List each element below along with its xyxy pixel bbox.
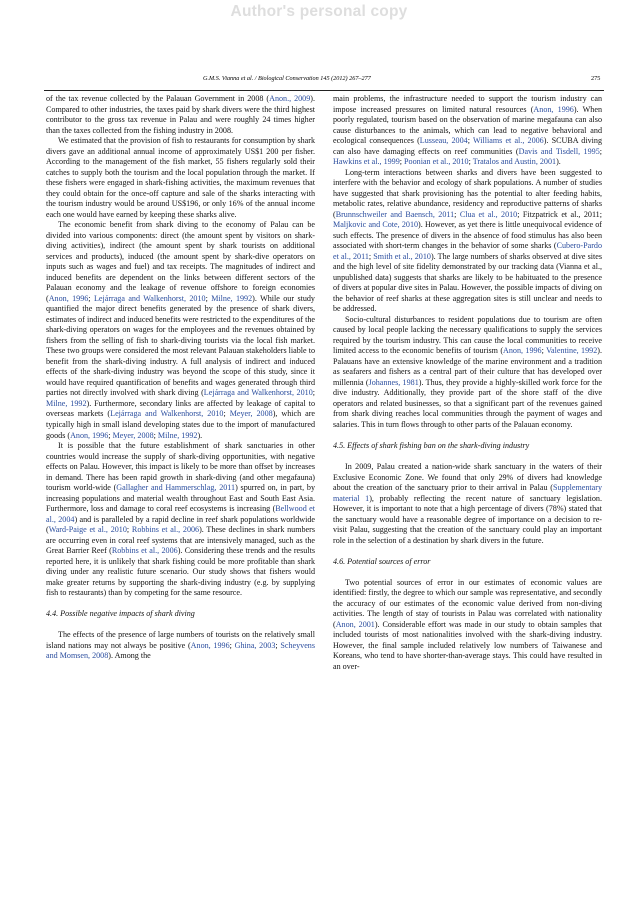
body-text: ;: [275, 640, 281, 650]
body-text: ) and is paralleled by a rapid decline in reef shark populations worldwide (: [46, 514, 315, 535]
citation-link[interactable]: Cubero-Pardo et al., 2011: [333, 241, 602, 261]
citation-link[interactable]: Milne, 1992: [46, 398, 87, 408]
body-text: ). These declines in shark numbers are occurring even in coral reef systems that are intensively managed, such as the Great Barrier Reef (: [46, 525, 315, 556]
body-text: ). Among the: [108, 651, 151, 661]
body-text: ).: [556, 157, 561, 167]
body-text: Socio-cultural disturbances to resident populations due to tourism are often caused by local people lacking the necessary qualifications to supply the services required by the tourism industry. This can cause the local communities to receive limited access to the economic benefits of tourism (: [333, 314, 602, 356]
body-text: ) spurred on, in part, by increasing populations and material wealth throughout East and South East Asia. Furthermore, loss and damage to coral reef ecosystems is increasing (: [46, 483, 315, 514]
paragraph: [46, 220, 315, 441]
paragraph: [46, 630, 315, 662]
header-rule: [44, 90, 604, 91]
body-text: ). SCUBA diving can also have damaging effects on reef communities (: [333, 136, 602, 156]
watermark: Author's personal copy: [230, 3, 408, 20]
citation-link[interactable]: Scheyvens and Momsen, 2008: [46, 640, 315, 661]
citation-link[interactable]: Johannes, 1981: [368, 377, 419, 387]
citation-link[interactable]: Anon, 1996: [70, 430, 109, 440]
citation-link[interactable]: Lejárraga and Walkenhorst, 2010: [203, 388, 313, 398]
left-column: [46, 94, 315, 662]
paragraph: [333, 578, 602, 673]
body-text: ). Furthermore, secondary links are affected by leakage of capital to overseas markets (: [46, 398, 315, 419]
paragraph: [333, 94, 602, 168]
citation-link[interactable]: Brunnschweiler and Baensch, 2011: [335, 209, 455, 219]
paragraph: [46, 136, 315, 220]
body-text: ;: [399, 157, 405, 167]
citation-link[interactable]: Supplementary material 1: [333, 483, 602, 503]
citation-link[interactable]: Bellwood et al., 2004: [46, 504, 315, 524]
section-heading: 4.4. Possible negative impacts of shark diving: [46, 609, 195, 619]
body-text: ;: [126, 525, 132, 535]
citation-link[interactable]: Lejárraga and Walkenhorst, 2010: [93, 293, 206, 303]
body-text: ; Fitzpatrick et al., 2011;: [517, 209, 602, 219]
citation-link[interactable]: Gallagher and Hammerschlag, 2011: [116, 483, 236, 493]
citation-link[interactable]: Anon, 1996: [533, 104, 574, 114]
body-text: ). Palauans have an extensive knowledge of the marine environment and a tradition as seafarers and fishers as a central part of their culture that has developed over millennia (: [333, 346, 602, 387]
body-text: ). The large numbers of sharks observed at dive sites and the high level of site fidelity demonstrated by our tracking data (Vianna et al., unpublished data) suggests that sharks are likely to be habituated to the presence of divers at popular dive sites in Palau. However, the possible impacts of diving on the behavior of reef sharks at these aggregation sites is still unclear and needs to be addressed.: [333, 251, 602, 314]
body-text: ). While our study quantified the major direct benefits generated by the presence of shark divers, estimates of indirect and induced benefits were restricted to the expenditures of the shark-diving operators on wages for the employees and the revenues obtained by fishers from the selling of fish to shark-diving tourists via the local fish market. These two groups were considered the most relevant Palauan stakeholders liable to benefit from the shark-diving industry. A full analysis of indirect and induced effects of the shark-diving industry was beyond the scope of this study, since it would have required quantification of benefits and wages generated through third parties not directly involved with shark diving (: [46, 293, 315, 398]
citation-link[interactable]: Anon, 1996: [48, 293, 89, 303]
citation-link[interactable]: Clua et al., 2010: [459, 209, 518, 219]
citation-link[interactable]: Poonian et al., 2010: [404, 157, 469, 167]
citation-link[interactable]: Meyer, 2008: [229, 409, 273, 419]
citation-link[interactable]: Milne, 1992: [211, 293, 253, 303]
body-text: ), which are typically high in small island developing states due to the import of manufactured goods (: [46, 409, 315, 440]
citation-link[interactable]: Hawkins et al., 1999: [333, 157, 400, 167]
section-heading: 4.6. Potential sources of error: [333, 556, 431, 566]
body-text: It is possible that the future establishment of shark sanctuaries in other countries would increase the supply of shark-diving opportunities, with negative effects on Palau. However, this impact is likely to be more than offset by increases in demand. There has been rapid growth in shark-diving (and other megafauna) tourism world-wide (: [46, 441, 315, 493]
body-text: ;: [368, 251, 374, 261]
body-text: of the tax revenue collected by the Palauan Government in 2008 (: [46, 94, 270, 103]
body-text: main problems, the infrastructure needed to support the tourism industry can impose increased pressures on limited natural resources (: [333, 94, 602, 114]
body-text: ). However, as yet there is little unequivocal evidence of such effects. The presence of divers in the absence of food stimulus has also been associated with short-term changes in the behavior of some sharks (: [333, 220, 602, 251]
body-text: ;: [454, 209, 460, 219]
body-text: The economic benefit from shark diving to the economy of Palau can be divided into various components: direct (the amount spent by visitors on shark-diving activities), indirect (the amount spent by shark tourists on additional services and products), induced (the amount spent by shark-dive operators on inputs such as wages and fuel) and tax receipts. The magnitudes of indirect and induced benefits are dependent on the links between different sectors of the Palauan economy and the leakage of revenue offshore to foreign economies (: [46, 220, 315, 303]
paragraph: [46, 94, 315, 136]
body-text: ;: [468, 157, 473, 167]
paragraph: [333, 315, 602, 431]
body-text: ;: [205, 293, 212, 303]
body-text: In 2009, Palau created a nation-wide shark sanctuary in the waters of their Exclusive Economic Zone. We found that only 29% of divers had knowledge about the creation of the sanctuary prior to their arrival in Palau (: [333, 462, 602, 493]
body-text: ). When poorly regulated, tourism based on the observation of marine megafauna can also cause disturbances to the animals, which can lead to negative behavioral and ecological consequences (: [333, 104, 602, 146]
citation-link[interactable]: Maljkovic and Cote, 2010: [333, 220, 419, 230]
citation-link[interactable]: Tratalos and Austin, 2001: [472, 157, 557, 167]
citation-link[interactable]: Anon, 1996: [503, 346, 542, 356]
body-text: ;: [229, 640, 235, 650]
body-text: ;: [541, 346, 547, 356]
body-text: We estimated that the provision of fish to restaurants for consumption by shark divers gave an additional annual income of approximately US$1 200 per fisher. According to the management of the fish market, 55 fishers regularly sold their catches to supply both the tourism and the local population through the market. If these fishers were engaged in shark-fishing activities, the maximum revenues that they could obtain for the once-off capture and sale of the sharks interacting with the tourism industry would be around US$196, or only 16% of the annual income each one would have earned by keeping these sharks alive.: [46, 136, 315, 219]
body-text: Long-term interactions between sharks and divers have been suggested to interfere with the behavior and ecology of shark populations. A number of studies have suggested that shark provisioning has the potential to alter feeding habits, metabolic rates, relative abundance, residency and reproductive patterns of sharks (: [333, 167, 602, 219]
journal-citation: G.M.S. Vianna et al. / Biological Conservation 145 (2012) 267–277: [203, 75, 371, 82]
citation-link[interactable]: Anon, 1996: [190, 640, 230, 650]
body-text: ). Considering these trends and the results reported here, it is unlikely that shark fishing could be more profitable than shark diving under any realistic future scenario. Our study shows that fishers would make greater returns by supporting the shark-diving industry (e.g. by supplying fish to restaurants) than by competing for the same resource.: [46, 546, 315, 598]
body-text: ). Considerable effort was made in our study to obtain samples that included tourists of most nationalities involved with the shark-diving industry. However, the final sample included relatively low numbers of Taiwanese and Koreans, who tend to have shorter-than-average stays. This could have resulted in an over-: [333, 619, 602, 671]
body-text: ). Compared to other industries, the taxes paid by shark divers were the third highest contributor to the gross tax revenue in Palau and were roughly 24 times higher than the taxes collected from the fishing industry in 2008.: [46, 94, 315, 135]
body-text: ;: [153, 430, 158, 440]
body-text: Two potential sources of error in our estimates of economic values are identified: firstly, the degree to which our sample was representative, and secondly the accuracy of our estimates of the economic value derived from non-diving activities. The length of stay of tourists in Palau was correlated with nationality (: [333, 577, 602, 629]
citation-link[interactable]: Lusseau, 2004: [419, 136, 468, 146]
citation-link[interactable]: Milne, 1992: [157, 430, 198, 440]
right-column: [333, 94, 602, 672]
page-number: 275: [591, 75, 601, 82]
body-text: ;: [108, 430, 113, 440]
paragraph: [333, 168, 602, 315]
body-text: ;: [223, 409, 230, 419]
paragraph: [333, 462, 602, 546]
citation-link[interactable]: Meyer, 2008: [112, 430, 154, 440]
citation-link[interactable]: Robbins et al., 2006: [111, 546, 178, 556]
citation-link[interactable]: Anon, 2001: [335, 619, 375, 629]
body-text: ).: [197, 430, 203, 440]
body-text: ;: [312, 388, 315, 398]
body-text: ;: [599, 146, 602, 156]
citation-link[interactable]: Ghina, 2003: [234, 640, 276, 650]
paragraph: [46, 441, 315, 599]
citation-link[interactable]: Robbins et al., 2006: [131, 525, 200, 535]
running-head: [0, 75, 638, 85]
body-text: ;: [467, 136, 473, 146]
citation-link[interactable]: Valentine, 1992: [546, 346, 598, 356]
citation-link[interactable]: Lejárraga and Walkenhorst, 2010: [110, 409, 224, 419]
body-text: ). Thus, they provide a highly-skilled work force for the dive industry. Additionally, they provide part of the shore staff of the dive operators and related businesses, so that a significant part of the revenues gained from shark diving reaches local communities through the payment of wages and salaries. This in turn flows through to other parts of the Palauan economy.: [333, 377, 602, 429]
body-text: ;: [88, 293, 94, 303]
body-text: ), probably reflecting the recent nature of sanctuary legislation. However, it is important to note that a high percentage of divers (78%) stated that the sanctuary would have a reasonable degree of importance on a decision to re-visit Palau, suggesting that the creation of the sanctuary could play an important role in the selection of a destination by shark divers in the future.: [333, 493, 602, 545]
citation-link[interactable]: Anon., 2009: [269, 94, 311, 103]
citation-link[interactable]: Davis and Tisdell, 1995: [518, 146, 600, 156]
body-text: The effects of the presence of large numbers of tourists on the relatively small island nations may not always be positive (: [46, 630, 315, 650]
citation-link[interactable]: Williams et al., 2006: [472, 136, 544, 146]
section-heading: 4.5. Effects of shark fishing ban on the shark-diving industry: [333, 441, 530, 450]
citation-link[interactable]: Ward-Paige et al., 2010: [48, 525, 127, 535]
citation-link[interactable]: Smith et al., 2010: [373, 251, 431, 261]
